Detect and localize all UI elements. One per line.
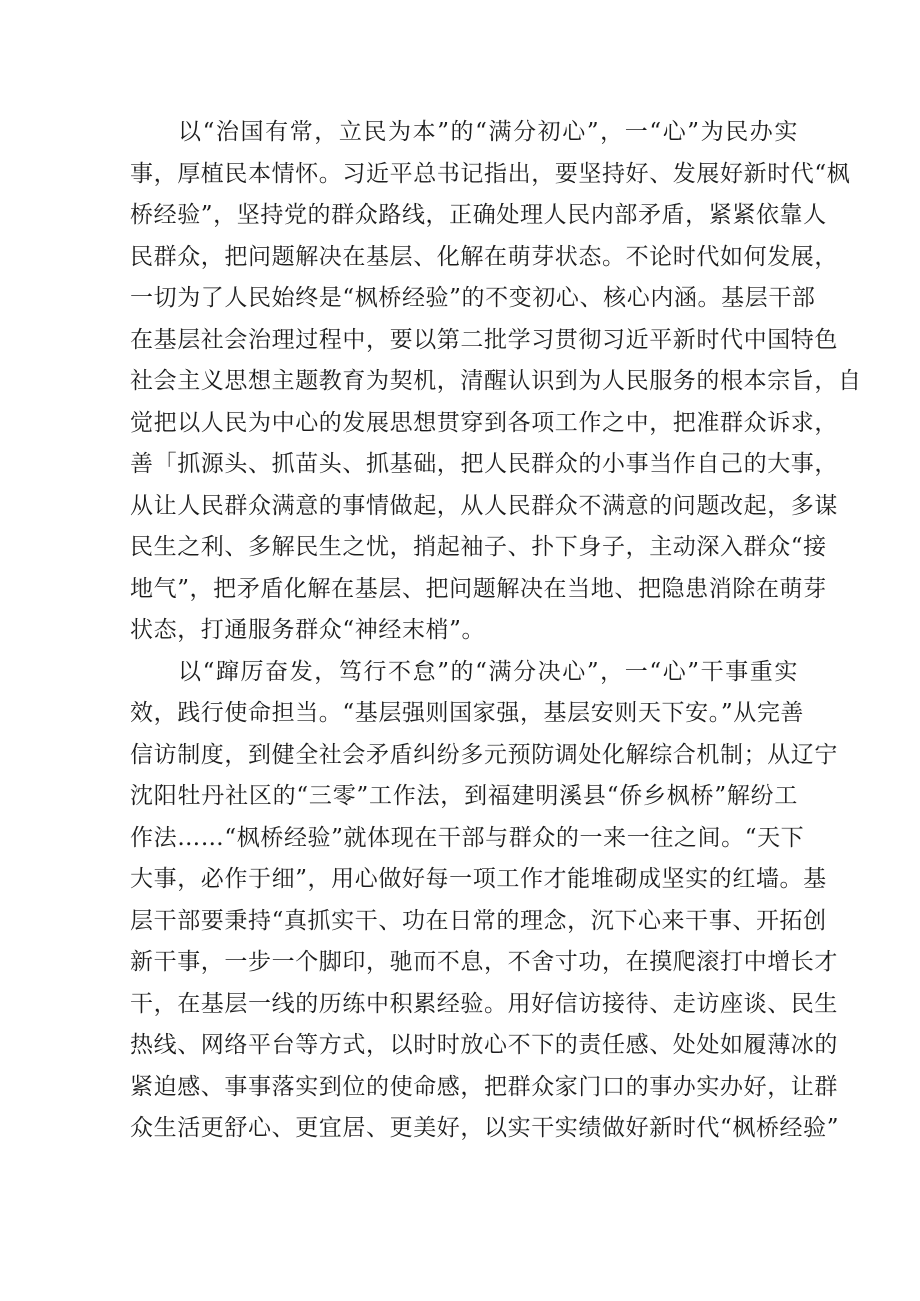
paragraph-2 — [130, 652, 840, 1150]
text-line: 干，在基层一线的历练中积累经验。用好信访接待、走访座谈、民生 — [130, 990, 838, 1017]
text-line: 民群众，把问题解决在基层、化解在萌芽状态。不论时代如何发展， — [130, 243, 838, 270]
text-line: 一切为了人民始终是“枫桥经验”的不变初心、核心内涵。基层干部 — [130, 285, 816, 311]
text-line: 层干部要秉持“真抓实干、功在日常的理念，沉下心来干事、开拓创 — [130, 907, 827, 934]
document-body — [130, 112, 862, 1150]
text-line: 从让人民群众满意的事情做起，从人民群众不满意的问题改起，多谋 — [130, 492, 838, 519]
text-line: 沈阳牡丹社区的“三零”工作法，到福建明溪县“侨乡枫桥”解纷工 — [130, 783, 798, 809]
text-line: 热线、网络平台等方式，以时时放心不下的责任感、处处如履薄冰的 — [130, 1032, 838, 1058]
text-line: 善「抓源头、抓苗头、抓基础，把人民群众的小事当作自己的大事， — [130, 451, 838, 477]
text-line: 新干事，一步一个脚印，驰而不息，不舍寸功，在摸爬滚打中增长才 — [130, 949, 838, 975]
text-line: 大事，必作于细”，用心做好每一项工作才能堆砌成坚实的红墙。基 — [130, 866, 827, 892]
text-line: 作法……“枫桥经验”就体现在干部与群众的一来一往之间。“天下 — [130, 824, 805, 851]
text-line: 效，践行使命担当。“基层强则国家强，基层安则天下安。”从完善 — [130, 700, 805, 726]
text-line: 众生活更舒心、更宜居、更美好，以实干实绩做好新时代“枫桥经验” — [130, 1115, 840, 1141]
text-line: 以“治国有常，立民为本”的“满分初心”，一“心”为民办实 — [178, 119, 798, 145]
text-line: 社会主义思想主题教育为契机，清醒认识到为人民服务的根本宗旨，自 — [130, 368, 862, 394]
text-line: 地气”，把矛盾化解在基层、把问题解决在当地、把隐患消除在萌芽 — [130, 575, 827, 602]
text-line: 以“蹿厉奋发，笃行不怠”的“满分决心”，一“心”干事重实 — [178, 658, 798, 685]
text-line: 信访制度，到健全社会矛盾纠纷多元预防调处化解综合机制；从辽宁 — [130, 741, 838, 768]
text-line: 桥经验”，坚持党的群众路线，正确处理人民内部矛盾，紧紧依靠人 — [130, 202, 827, 228]
text-line: 状态，打通服务群众“神经末梢”。 — [130, 617, 486, 643]
text-line: 紧迫感、事事落实到位的使命感，把群众家门口的事办实办好，让群 — [130, 1073, 838, 1100]
text-line: 在基层社会治理过程中，要以第二批学习贯彻习近平新时代中国特色 — [130, 326, 838, 353]
text-line: 觉把以人民为中心的发展思想贯穿到各项工作之中，把准群众诉求， — [130, 409, 838, 436]
text-line: 事，厚植民本情怀。习近平总书记指出，要坚持好、发展好新时代“枫 — [130, 160, 851, 187]
text-line: 民生之利、多解民生之忧，捎起袖子、扑下身子，主动深入群众“接 — [130, 534, 827, 560]
paragraph-1 — [130, 112, 862, 652]
